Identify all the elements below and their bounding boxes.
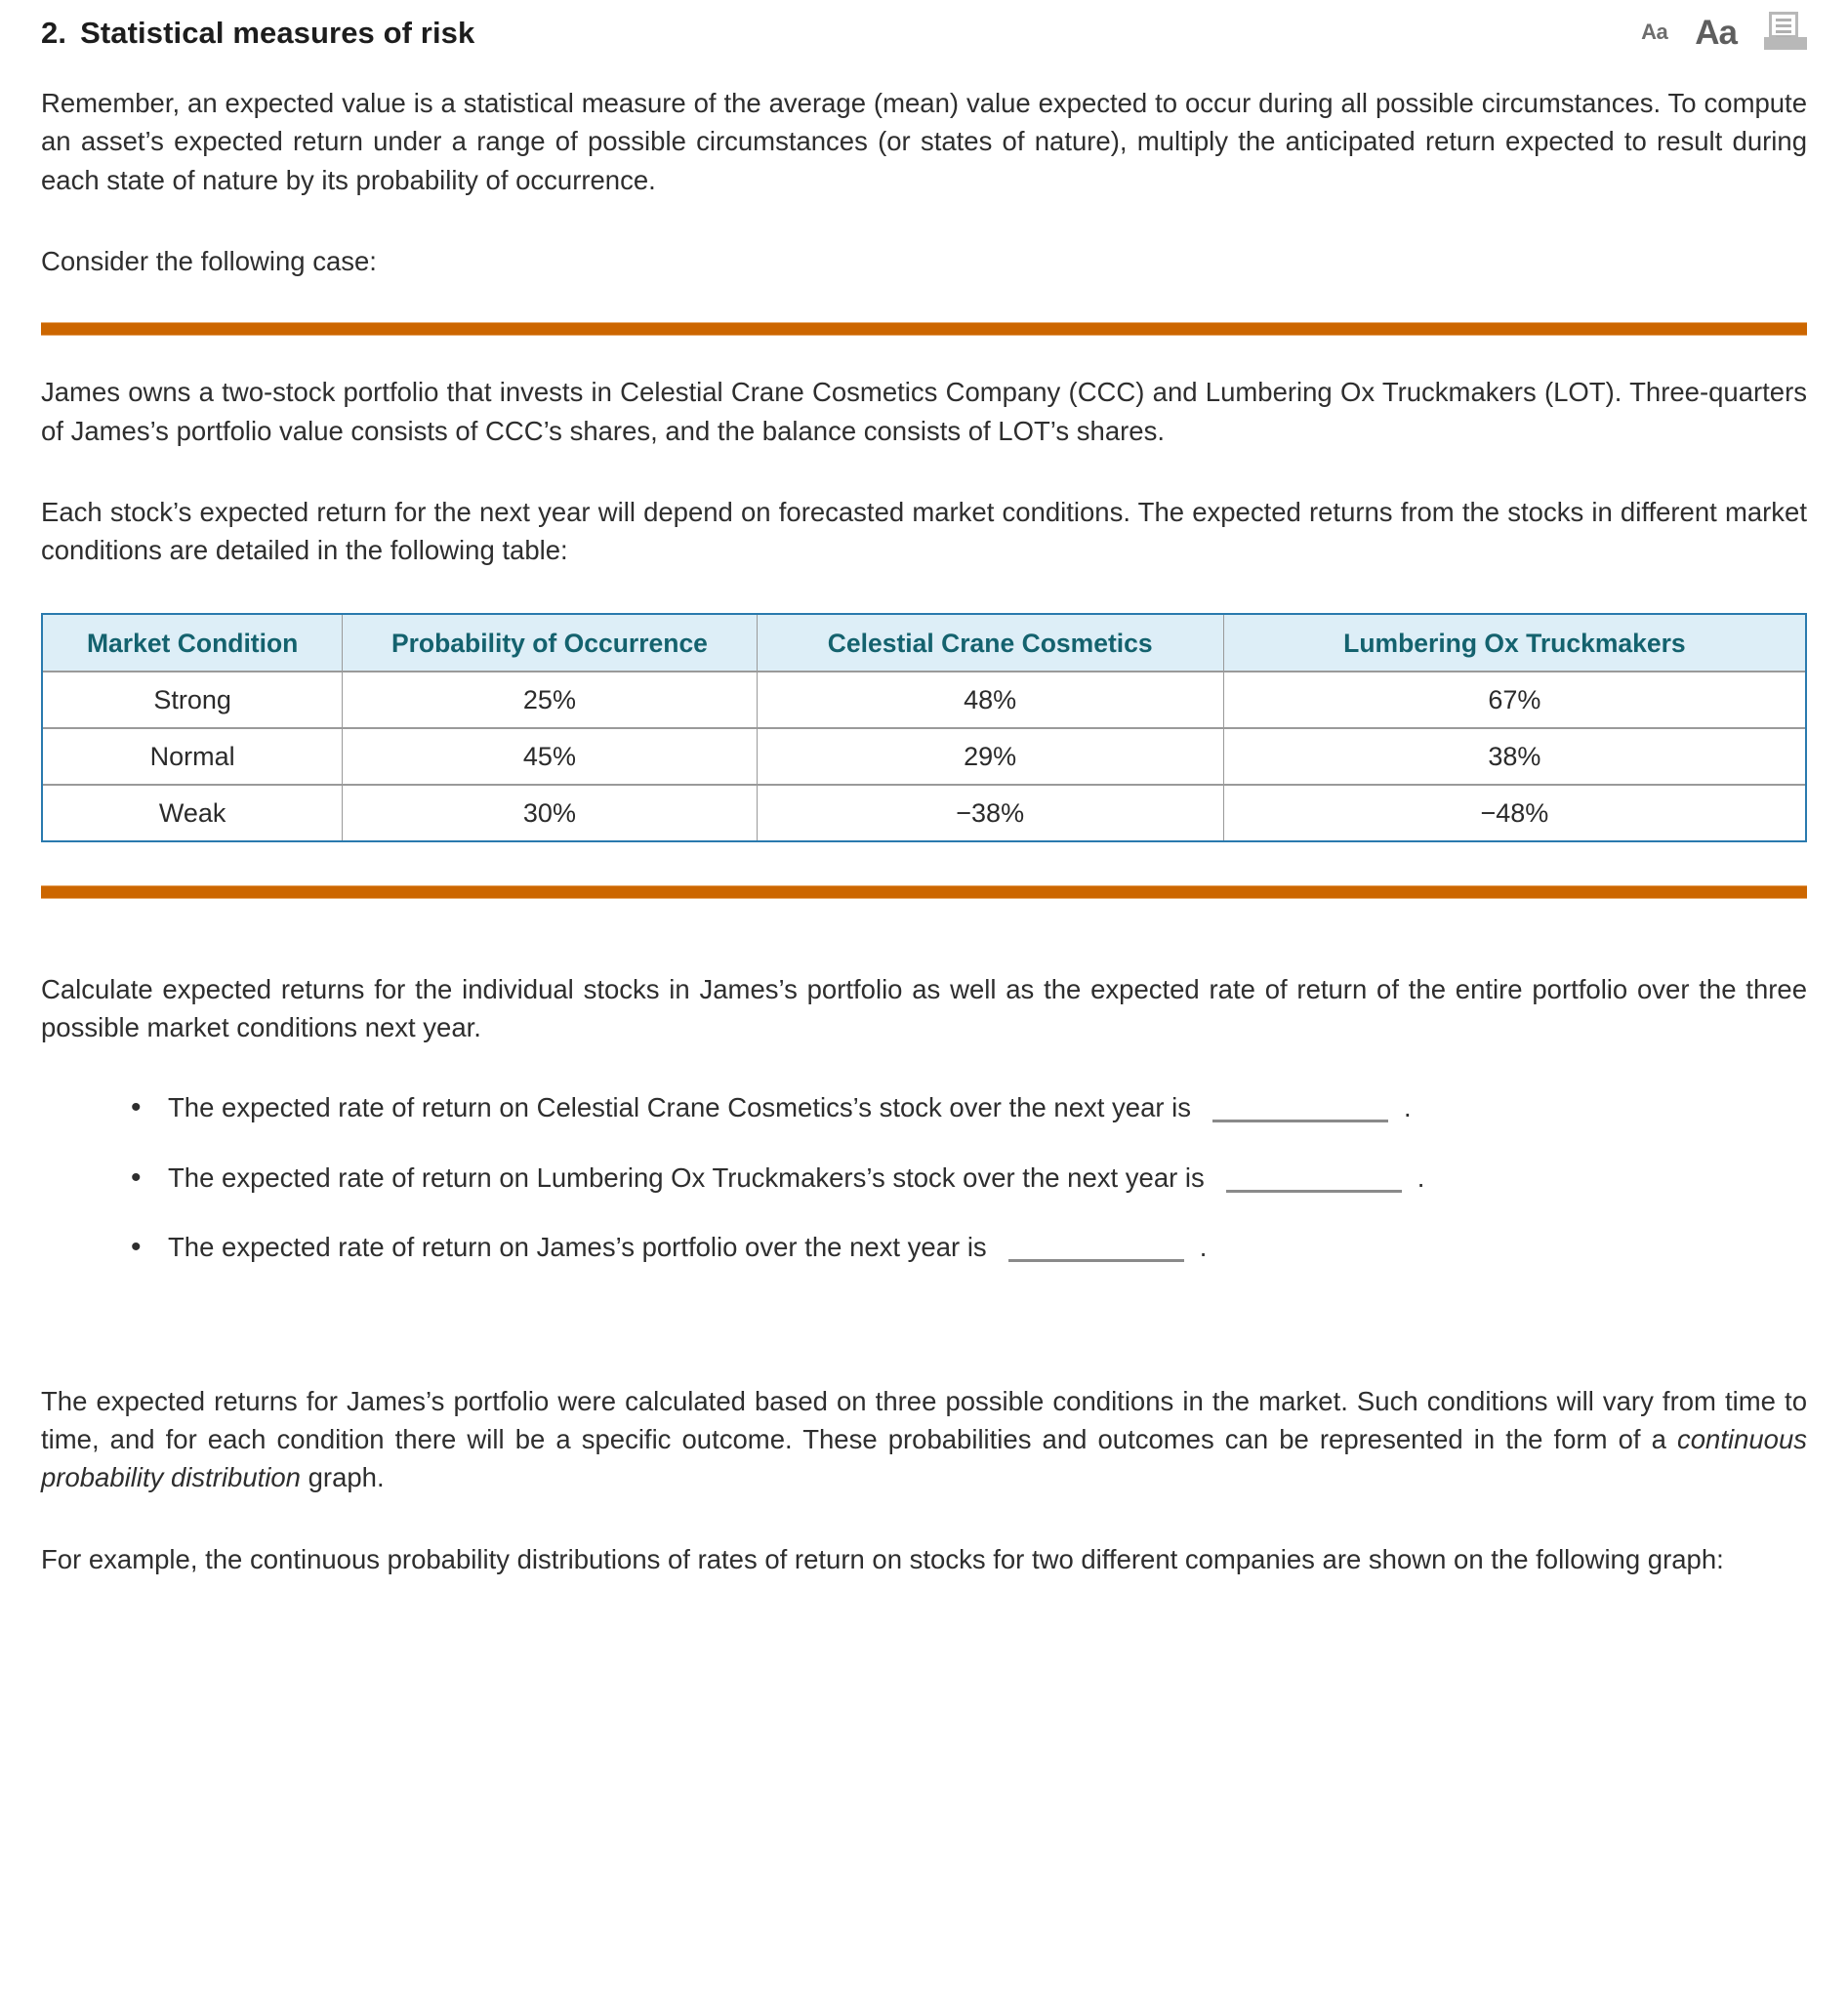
closing-paragraph-1 [41, 1382, 1807, 1497]
bullet-period: . [1417, 1162, 1425, 1193]
answer-blank-portfolio[interactable] [1008, 1238, 1184, 1262]
expected-returns-table [41, 613, 1807, 842]
column-header-probability: Probability of Occurrence [343, 615, 757, 672]
cell-lot-return: 67% [1223, 672, 1805, 728]
intro-paragraph: Remember, an expected value is a statistical measure of the average (mean) value expected to occur during all possible circumstances. To compute an asset’s expected return under a range of possible circumstances (or states of nature), multiply the anticipated return expected to result during each state of nature by its probability of occurrence. [41, 88, 1807, 195]
print-page-icon[interactable] [1764, 12, 1807, 53]
bullet-period: . [1199, 1232, 1208, 1263]
case-paragraph-1: James owns a two-stock portfolio that invests in Celestial Crane Cosmetics Company (CCC) and Lumbering Ox Truckmakers (LOT). Three-quarters of James’s portfolio value consists of CCC’s shares, and the balance consists of LOT’s shares. [41, 377, 1807, 446]
font-size-small-icon[interactable]: Aa [1641, 20, 1668, 44]
list-item [131, 1229, 1807, 1267]
table-header-row [43, 615, 1805, 672]
answer-blank-ccc[interactable] [1212, 1098, 1388, 1122]
page-title [41, 0, 474, 51]
page-header [41, 0, 1807, 70]
bullet-text-lot: The expected rate of return on Lumbering Ox Truckmakers’s stock over the next year is [168, 1162, 1205, 1193]
divider-orange-bottom [41, 885, 1807, 899]
cell-ccc-return: 48% [757, 672, 1223, 728]
closing-text-a: The expected returns for James’s portfolio were calculated based on three possible conditions in the market. Such conditions will vary from time to time, and for each condition there will be a specific outcome. These probabilities and outcomes can be represented in the form of a [41, 1385, 1807, 1454]
cell-condition: Strong [43, 672, 343, 728]
table-row [43, 785, 1805, 840]
column-header-market-condition: Market Condition [43, 615, 343, 672]
cell-ccc-return: −38% [757, 785, 1223, 840]
column-header-ccc: Celestial Crane Cosmetics [757, 615, 1223, 672]
cell-probability: 45% [343, 728, 757, 785]
bullet-text-portfolio: The expected rate of return on James’s portfolio over the next year is [168, 1232, 987, 1263]
task-instruction: Calculate expected returns for the individual stocks in James’s portfolio as well as the expected rate of return of the entire portfolio over the three possible market conditions next year. [41, 973, 1807, 1042]
cell-lot-return: 38% [1223, 728, 1805, 785]
consider-line: Consider the following case: [41, 245, 377, 276]
closing-text-b: graph. [300, 1462, 385, 1493]
list-item [131, 1160, 1807, 1198]
cell-probability: 25% [343, 672, 757, 728]
column-header-lot: Lumbering Ox Truckmakers [1223, 615, 1805, 672]
answer-list [41, 1089, 1807, 1267]
section-number: 2. [41, 16, 67, 50]
closing-paragraph-2: For example, the continuous probability distributions of rates of return on stocks for two different companies are shown on the following graph: [41, 1543, 1724, 1574]
table-row [43, 728, 1805, 785]
font-size-large-icon[interactable]: Aa [1695, 13, 1737, 52]
closing-emphasis: continuous probability distribution [41, 1423, 1807, 1493]
divider-orange-top [41, 322, 1807, 336]
cell-probability: 30% [343, 785, 757, 840]
case-paragraph-2: Each stock’s expected return for the next year will depend on forecasted market conditions. The expected returns from the stocks in different market conditions are detailed in the following table: [41, 496, 1807, 566]
header-icon-group [1641, 0, 1807, 53]
list-item [131, 1089, 1807, 1127]
cell-lot-return: −48% [1480, 797, 1549, 828]
cell-condition: Normal [43, 728, 343, 785]
bullet-text-ccc: The expected rate of return on Celestial Crane Cosmetics’s stock over the next year is [168, 1092, 1192, 1123]
section-title-text: Statistical measures of risk [80, 16, 475, 50]
answer-blank-lot[interactable] [1226, 1168, 1402, 1193]
cell-condition: Weak [43, 785, 343, 840]
bullet-period: . [1404, 1092, 1412, 1123]
table-row [43, 672, 1805, 728]
cell-ccc-return: 29% [757, 728, 1223, 785]
